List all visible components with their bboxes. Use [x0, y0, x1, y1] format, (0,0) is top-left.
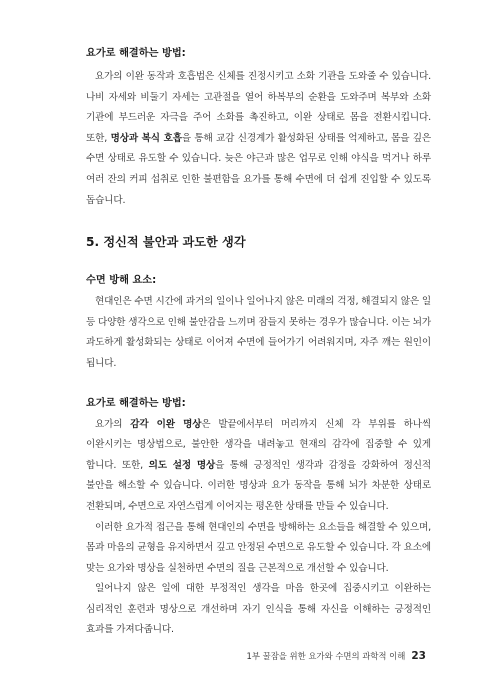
- paragraph: 일어나지 않은 일에 대한 부정적인 생각을 마음 한곳에 집중시키고 이완하는 심리적인 훈련과 명상으로 개선하며 자기 인식을 통해 자신을 이해하는 긍정적인 효과를 가져다줍니다.: [86, 583, 431, 636]
- section-title: 5. 정신적 불안과 과도한 생각: [86, 235, 246, 250]
- block-yoga-solution-1: [86, 47, 431, 211]
- text-run: 을 통해 긍정적인 생각과 감정을 강화하여 정신적 불안을 해소할 수 있습니다. 이러한 명상과 요가 동작을 통해 뇌가 차분한 상태로 전환되며, 수면으로 자연스럽게 이어지는 평온한 상태를 만들 수 있습니다.: [86, 459, 432, 512]
- text-run: 은 발끝에서부터 머리까지 신체 각 부위를 하나씩 이완시키는 명상법으로, 불안한 생각을 내려놓고 현재의 감각에 집중할 수 있게 합니다. 또한,: [86, 418, 431, 471]
- section-heading: 요가로 해결하는 방법:: [86, 48, 186, 59]
- bold-term: 의도 설정 명상: [148, 459, 216, 471]
- paragraph: 이러한 요가적 접근을 통해 현대인의 수면을 방해하는 요소들을 해결할 수 있으며, 몸과 마음의 균형을 유지하면서 깊고 안정된 수면으로 유도할 수 있습니다. 각 요소에 맞는 요가와 명상을 실천하면 수면의 질을 근본적으로 개선할 수 있습니다.: [86, 521, 431, 574]
- text-run: 요가의: [95, 418, 131, 430]
- running-title: 1부 꿀잠을 위한 요가와 수면의 과학적 이해: [246, 651, 406, 661]
- text-run: 을 통해 교감 신경계가 활성화된 상태를 억제하고, 몸을 깊은 수면 상태로 유도할 수 있습니다. 늦은 야근과 많은 업무로 인해 야식을 먹거나 하루 여러 잔의 커피 섭취로 인한 불편함을 요가를 통해 수면에 더 쉽게 진입할 수 있도록 돕습니다.: [86, 132, 431, 206]
- paragraph: [86, 67, 431, 211]
- page-footer: [247, 650, 426, 662]
- section-heading: 수면 방해 요소:: [86, 275, 157, 287]
- bold-term: 감각 이완 명상: [130, 418, 202, 430]
- text-run: 요가의 이완 동작과 호흡법은 신체를 진정시키고 소화 기관을 도와줄 수 있습니다. 나비 자세와 비둘기 자세는 고관절을 열어 하복부의 순환을 도와주며 복부와 소화 기관에 부드러운 자극을 주어 소화를 촉진하고, 이완 상태로 몸을 전환시킵니다. 또한,: [86, 71, 431, 144]
- bold-term: 명상과 복식 호흡: [110, 132, 182, 144]
- section-heading: 요가로 해결하는 방법:: [86, 397, 186, 409]
- block-yoga-solution-2: [86, 397, 431, 642]
- paragraph: [86, 415, 431, 518]
- page-number: 23: [411, 650, 426, 662]
- block-sleep-disruptor: [86, 274, 431, 374]
- page-body: [86, 47, 431, 641]
- paragraph: 현대인은 수면 시간에 과거의 일이나 일어나지 않은 미래의 걱정, 해결되지 않은 일 등 다양한 생각으로 인해 불안감을 느끼며 잠들지 못하는 경우가 많습니다. 이는 뇌가 과도하게 활성화되는 상태로 이어져 수면에 들어가기 어려워지며, 자주 깨는 원인이 됩니다.: [86, 296, 431, 369]
